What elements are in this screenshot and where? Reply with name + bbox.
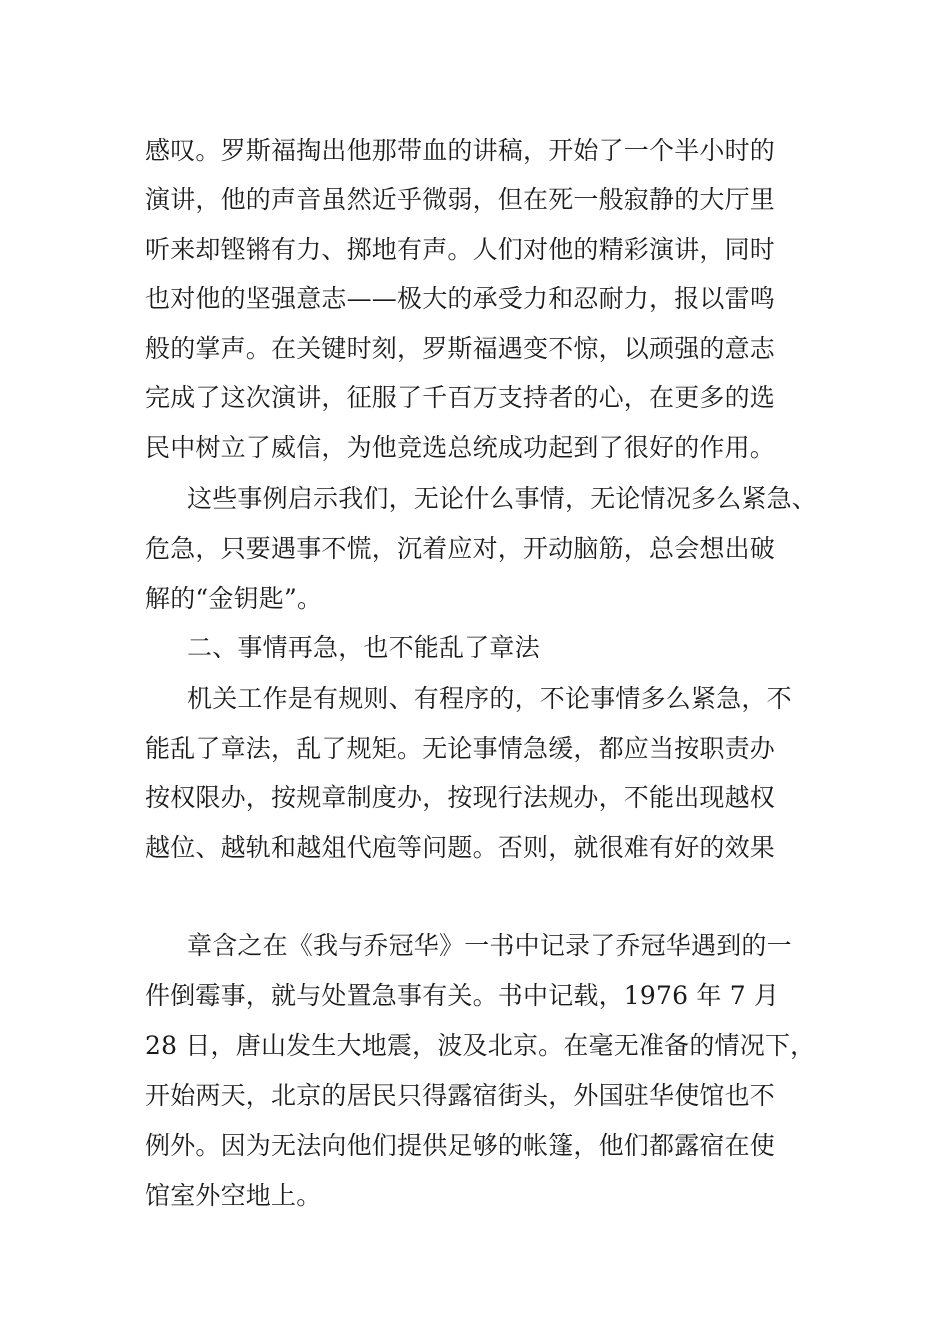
text-line: 章含之在《我与乔冠华》一书中记录了乔冠华遇到的一 [187, 931, 792, 960]
text-line: 馆室外空地上。 [145, 1181, 322, 1210]
text-line: 感叹。罗斯福掏出他那带血的讲稿，开始了一个半小时的 [145, 136, 776, 165]
text-line: 能乱了章法，乱了规矩。无论事情急缓，都应当按职责办 [145, 734, 776, 763]
text-line: 完成了这次演讲，征服了千百万支持者的心，在更多的选 [145, 383, 776, 412]
text-line: 28 日，唐山发生大地震，波及北京。在毫无准备的情况下， [145, 1031, 816, 1060]
text-line: 越位、越轨和越俎代庖等问题。否则，就很难有好的效果 [145, 833, 776, 862]
text-line: 例外。因为无法向他们提供足够的帐篷，他们都露宿在使 [145, 1131, 776, 1160]
text-line: 演讲，他的声音虽然近乎微弱，但在死一般寂静的大厅里 [145, 185, 776, 214]
text-line: 按权限办，按规章制度办，按现行法规办，不能出现越权 [145, 783, 776, 812]
text-line: 机关工作是有规则、有程序的，不论事情多么紧急，不 [187, 684, 792, 713]
text-line: 般的掌声。在关键时刻，罗斯福遇变不惊，以顽强的意志 [145, 334, 776, 363]
text-line: 听来却铿锵有力、掷地有声。人们对他的精彩演讲，同时 [145, 235, 776, 264]
text-line: 解的“金钥匙”。 [145, 584, 323, 613]
text-line: 这些事例启示我们，无论什么事情，无论情况多么紧急、 [187, 484, 818, 513]
text-line: 民中树立了威信，为他竞选总统成功起到了很好的作用。 [145, 433, 776, 462]
section-heading: 二、事情再急，也不能乱了章法 [187, 633, 540, 662]
text-line: 危急，只要遇事不慌，沉着应对，开动脑筋，总会想出破 [145, 534, 776, 563]
text-line: 也对他的坚强意志——极大的承受力和忍耐力，报以雷鸣 [145, 284, 776, 313]
text-line: 件倒霉事，就与处置急事有关。书中记载，1976 年 7 月 [145, 981, 780, 1010]
text-line: 开始两天，北京的居民只得露宿街头，外国驻华使馆也不 [145, 1081, 776, 1110]
